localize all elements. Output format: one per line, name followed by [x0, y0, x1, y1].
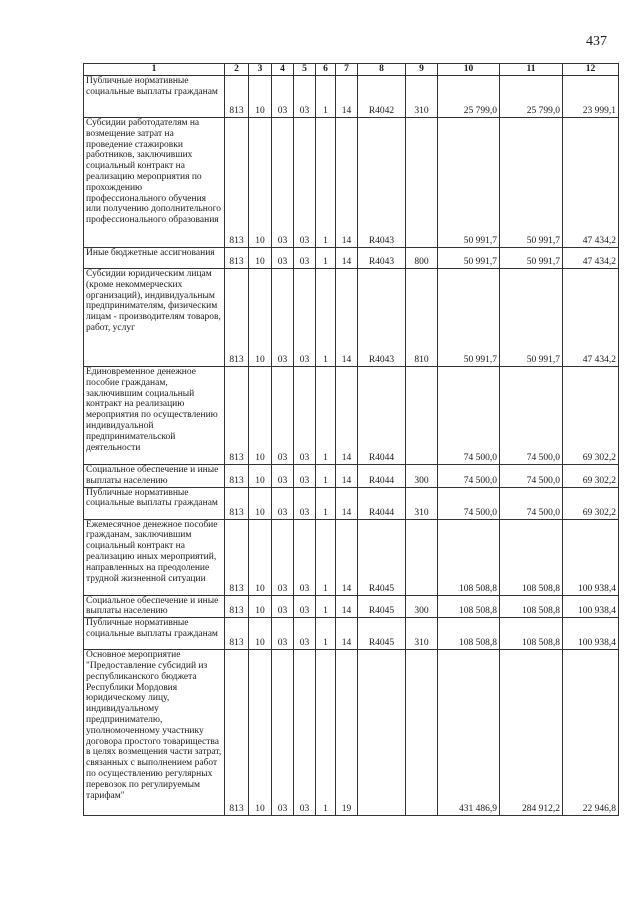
cell-c6: 1 — [316, 519, 336, 595]
cell-c6: 1 — [316, 118, 336, 248]
row-name: Единовременное денежное пособие гражданам, заключившим социальный контракт на реализацию мероприятия по осуществлению индивидуальной предпринимательской деятельности — [84, 367, 225, 465]
col-header: 3 — [249, 64, 272, 76]
cell-c2: 813 — [225, 465, 249, 488]
budget-table — [83, 63, 619, 816]
cell-c7: 14 — [336, 367, 358, 465]
cell-c7: 14 — [336, 76, 358, 118]
cell-c4: 03 — [272, 367, 294, 465]
cell-c6: 1 — [316, 487, 336, 519]
cell-c12: 47 434,2 — [563, 118, 619, 248]
cell-c8: R4045 — [358, 618, 406, 650]
cell-c4: 03 — [272, 248, 294, 269]
cell-c4: 03 — [272, 269, 294, 367]
cell-c11: 50 991,7 — [500, 269, 563, 367]
table-row — [84, 465, 619, 488]
cell-c6: 1 — [316, 76, 336, 118]
cell-c11: 108 508,8 — [500, 519, 563, 595]
row-name: Субсидии юридическим лицам (кроме некоммерческих организаций), индивидуальным предпринимателям, физическим лицам - производителям товаров, работ, услуг — [84, 269, 225, 367]
cell-c5: 03 — [294, 650, 316, 816]
cell-c11: 74 500,0 — [500, 367, 563, 465]
cell-c5: 03 — [294, 248, 316, 269]
cell-c2: 813 — [225, 618, 249, 650]
cell-c3: 10 — [249, 650, 272, 816]
cell-c5: 03 — [294, 519, 316, 595]
cell-c5: 03 — [294, 465, 316, 488]
cell-c3: 10 — [249, 595, 272, 618]
cell-c5: 03 — [294, 118, 316, 248]
row-name: Иные бюджетные ассигнования — [84, 248, 225, 269]
cell-c11: 108 508,8 — [500, 595, 563, 618]
row-name: Публичные нормативные социальные выплаты гражданам — [84, 618, 225, 650]
cell-c12: 100 938,4 — [563, 595, 619, 618]
cell-c6: 1 — [316, 269, 336, 367]
cell-c7: 19 — [336, 650, 358, 816]
cell-c6: 1 — [316, 595, 336, 618]
cell-c10: 108 508,8 — [438, 595, 500, 618]
cell-c2: 813 — [225, 76, 249, 118]
col-header: 8 — [358, 64, 406, 76]
cell-c9: 310 — [406, 487, 438, 519]
table-row — [84, 269, 619, 367]
row-name: Социальное обеспечение и иные выплаты населению — [84, 595, 225, 618]
cell-c9 — [406, 118, 438, 248]
cell-c12: 22 946,8 — [563, 650, 619, 816]
table-row — [84, 487, 619, 519]
cell-c3: 10 — [249, 76, 272, 118]
cell-c10: 25 799,0 — [438, 76, 500, 118]
cell-c11: 284 912,2 — [500, 650, 563, 816]
cell-c5: 03 — [294, 76, 316, 118]
cell-c10: 74 500,0 — [438, 487, 500, 519]
cell-c2: 813 — [225, 650, 249, 816]
cell-c9: 310 — [406, 618, 438, 650]
cell-c7: 14 — [336, 487, 358, 519]
cell-c7: 14 — [336, 465, 358, 488]
cell-c8: R4043 — [358, 248, 406, 269]
table-row — [84, 618, 619, 650]
cell-c9: 810 — [406, 269, 438, 367]
cell-c7: 14 — [336, 595, 358, 618]
cell-c7: 14 — [336, 269, 358, 367]
cell-c11: 74 500,0 — [500, 487, 563, 519]
cell-c9: 310 — [406, 76, 438, 118]
cell-c7: 14 — [336, 118, 358, 248]
cell-c8: R4045 — [358, 595, 406, 618]
cell-c3: 10 — [249, 118, 272, 248]
table-row — [84, 595, 619, 618]
cell-c8: R4045 — [358, 519, 406, 595]
cell-c10: 74 500,0 — [438, 367, 500, 465]
cell-c2: 813 — [225, 248, 249, 269]
row-name: Основное мероприятие "Предоставление субсидий из республиканского бюджета Республики Мордовия юридическому лицу, индивидуальному предпринимателю, уполномоченному участнику договора простого товарищества в целях возмещения части затрат, связанных с выполнением работ по осуществлению регулярных перевозок по регулируемым тарифам" — [84, 650, 225, 816]
cell-c2: 813 — [225, 595, 249, 618]
header-row — [84, 64, 619, 76]
cell-c7: 14 — [336, 618, 358, 650]
table-row — [84, 76, 619, 118]
row-name: Субсидии работодателям на возмещение затрат на проведение стажировки работников, заключивших социальный контракт на реализацию мероприятия по прохождению профессионального обучения или получению дополнительного профессионального образования — [84, 118, 225, 248]
col-header: 12 — [563, 64, 619, 76]
col-header: 7 — [336, 64, 358, 76]
cell-c10: 50 991,7 — [438, 248, 500, 269]
cell-c11: 25 799,0 — [500, 76, 563, 118]
cell-c8: R4043 — [358, 118, 406, 248]
table-row — [84, 650, 619, 816]
cell-c10: 50 991,7 — [438, 118, 500, 248]
col-header: 5 — [294, 64, 316, 76]
cell-c2: 813 — [225, 118, 249, 248]
cell-c6: 1 — [316, 465, 336, 488]
col-header: 4 — [272, 64, 294, 76]
table-row — [84, 248, 619, 269]
cell-c8: R4044 — [358, 465, 406, 488]
table-row — [84, 519, 619, 595]
table-row — [84, 118, 619, 248]
cell-c9: 300 — [406, 465, 438, 488]
cell-c12: 100 938,4 — [563, 519, 619, 595]
cell-c12: 100 938,4 — [563, 618, 619, 650]
row-name: Социальное обеспечение и иные выплаты населению — [84, 465, 225, 488]
cell-c12: 69 302,2 — [563, 487, 619, 519]
table-row — [84, 367, 619, 465]
cell-c9 — [406, 519, 438, 595]
cell-c5: 03 — [294, 595, 316, 618]
cell-c12: 69 302,2 — [563, 465, 619, 488]
cell-c11: 50 991,7 — [500, 118, 563, 248]
row-name: Публичные нормативные социальные выплаты гражданам — [84, 487, 225, 519]
cell-c2: 813 — [225, 367, 249, 465]
cell-c9 — [406, 650, 438, 816]
cell-c9: 800 — [406, 248, 438, 269]
col-header: 11 — [500, 64, 563, 76]
cell-c3: 10 — [249, 269, 272, 367]
cell-c12: 47 434,2 — [563, 269, 619, 367]
cell-c10: 50 991,7 — [438, 269, 500, 367]
cell-c4: 03 — [272, 487, 294, 519]
row-name: Публичные нормативные социальные выплаты гражданам — [84, 76, 225, 118]
cell-c3: 10 — [249, 487, 272, 519]
cell-c10: 108 508,8 — [438, 618, 500, 650]
cell-c12: 23 999,1 — [563, 76, 619, 118]
cell-c9: 300 — [406, 595, 438, 618]
cell-c4: 03 — [272, 618, 294, 650]
cell-c3: 10 — [249, 618, 272, 650]
cell-c7: 14 — [336, 519, 358, 595]
cell-c4: 03 — [272, 76, 294, 118]
cell-c12: 47 434,2 — [563, 248, 619, 269]
cell-c11: 108 508,8 — [500, 618, 563, 650]
cell-c5: 03 — [294, 269, 316, 367]
cell-c12: 69 302,2 — [563, 367, 619, 465]
cell-c3: 10 — [249, 519, 272, 595]
cell-c7: 14 — [336, 248, 358, 269]
cell-c6: 1 — [316, 367, 336, 465]
cell-c10: 108 508,8 — [438, 519, 500, 595]
cell-c4: 03 — [272, 519, 294, 595]
cell-c10: 74 500,0 — [438, 465, 500, 488]
col-header: 9 — [406, 64, 438, 76]
cell-c4: 03 — [272, 595, 294, 618]
cell-c3: 10 — [249, 248, 272, 269]
cell-c6: 1 — [316, 618, 336, 650]
cell-c5: 03 — [294, 367, 316, 465]
page-number: 437 — [586, 34, 607, 49]
cell-c2: 813 — [225, 519, 249, 595]
cell-c4: 03 — [272, 465, 294, 488]
cell-c3: 10 — [249, 465, 272, 488]
cell-c2: 813 — [225, 487, 249, 519]
row-name: Ежемесячное денежное пособие гражданам, заключившим социальный контракт на реализацию иных мероприятий, направленных на преодоление трудной жизненной ситуации — [84, 519, 225, 595]
cell-c4: 03 — [272, 650, 294, 816]
cell-c6: 1 — [316, 248, 336, 269]
cell-c2: 813 — [225, 269, 249, 367]
cell-c8: R4044 — [358, 367, 406, 465]
cell-c11: 50 991,7 — [500, 248, 563, 269]
col-header: 10 — [438, 64, 500, 76]
cell-c5: 03 — [294, 487, 316, 519]
cell-c5: 03 — [294, 618, 316, 650]
cell-c11: 74 500,0 — [500, 465, 563, 488]
cell-c10: 431 486,9 — [438, 650, 500, 816]
cell-c8: R4042 — [358, 76, 406, 118]
col-header: 1 — [84, 64, 225, 76]
cell-c6: 1 — [316, 650, 336, 816]
table-body — [84, 76, 619, 816]
col-header: 2 — [225, 64, 249, 76]
cell-c8: R4044 — [358, 487, 406, 519]
col-header: 6 — [316, 64, 336, 76]
cell-c3: 10 — [249, 367, 272, 465]
cell-c8: R4043 — [358, 269, 406, 367]
cell-c9 — [406, 367, 438, 465]
cell-c8 — [358, 650, 406, 816]
cell-c4: 03 — [272, 118, 294, 248]
